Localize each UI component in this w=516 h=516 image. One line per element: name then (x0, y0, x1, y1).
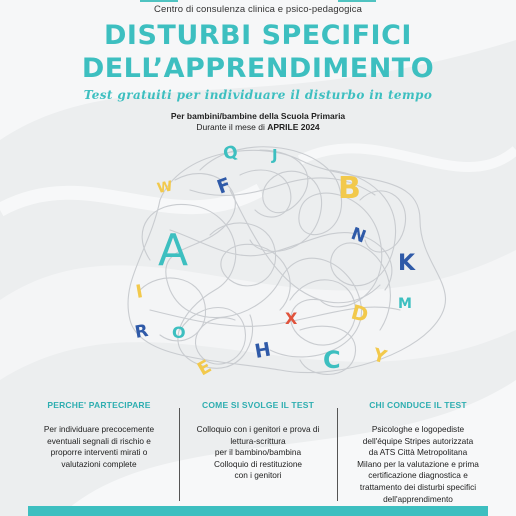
letter-e: E (194, 355, 216, 381)
column-body (339, 424, 497, 505)
letter-m: M (398, 296, 412, 312)
period-month: APRILE 2024 (267, 122, 320, 132)
letter-i: I (134, 281, 145, 303)
letter-x: X (285, 309, 298, 328)
title-subtitle: Test gratuiti per individuare il disturbo in tempo (83, 88, 433, 102)
column-how-test-works (181, 400, 335, 482)
letter-b: B (338, 171, 361, 206)
title-line-1: DISTURBI SPECIFICI (104, 20, 412, 51)
body-line: dell'apprendimento (383, 493, 453, 504)
body-line: valutazioni complete (61, 458, 137, 469)
letter-o: O (172, 323, 186, 342)
column-divider-2 (337, 408, 338, 501)
header-center-subtitle: Centro di consulenza clinica e psico-pedagogica (153, 4, 363, 15)
body-line: Psicologhe e logopediste (371, 424, 465, 434)
audience-text: Per bambini/bambine della Scuola Primaria (170, 111, 346, 121)
body-line: eventuali segnali di rischio e (47, 435, 151, 446)
body-line: proporre interventi mirati o (50, 447, 148, 458)
body-line: Colloquio di restituzione (213, 458, 303, 469)
period-prefix: Durante il mese di (196, 122, 268, 132)
body-line: certificazione diagnostica e (368, 470, 468, 481)
letter-a: A (158, 225, 189, 276)
letter-d: D (348, 299, 371, 328)
bottom-accent-bar (28, 506, 488, 516)
body-line: Colloquio con i genitori e prova di (196, 424, 320, 434)
letter-f: F (214, 173, 234, 199)
letter-k: K (398, 251, 416, 276)
letter-n: N (348, 223, 369, 248)
column-body (181, 424, 335, 482)
letter-q: Q (221, 141, 241, 165)
column-divider-1 (179, 408, 180, 501)
body-line: da ATS Città Metropolitana (368, 447, 468, 458)
body-line: lettura-scrittura (230, 435, 286, 446)
column-heading: CHI CONDUCE IL TEST (369, 400, 467, 410)
column-heading: COME SI SVOLGE IL TEST (202, 400, 314, 410)
body-line: Per individuare precocemente (43, 424, 155, 434)
column-body (20, 424, 178, 470)
column-who-conducts (339, 400, 497, 505)
letter-r: R (133, 320, 150, 343)
body-line: dell'équipe Stripes autorizzata (362, 435, 474, 446)
column-heading: PERCHE' PARTECIPARE (47, 400, 151, 410)
body-line: con i genitori (234, 470, 282, 481)
letter-w: W (155, 178, 174, 197)
letter-y: Y (370, 344, 389, 369)
letter-h: H (253, 338, 273, 363)
letter-c: C (323, 346, 341, 374)
letter-j: J (272, 146, 278, 164)
column-why-participate (20, 400, 178, 470)
body-line: per il bambino/bambina (214, 447, 302, 458)
body-line: Milano per la valutazione e prima (357, 458, 479, 469)
title-line-2: DELL’APPRENDIMENTO (81, 53, 435, 84)
body-line: trattamento dei disturbi specifici (359, 481, 477, 492)
